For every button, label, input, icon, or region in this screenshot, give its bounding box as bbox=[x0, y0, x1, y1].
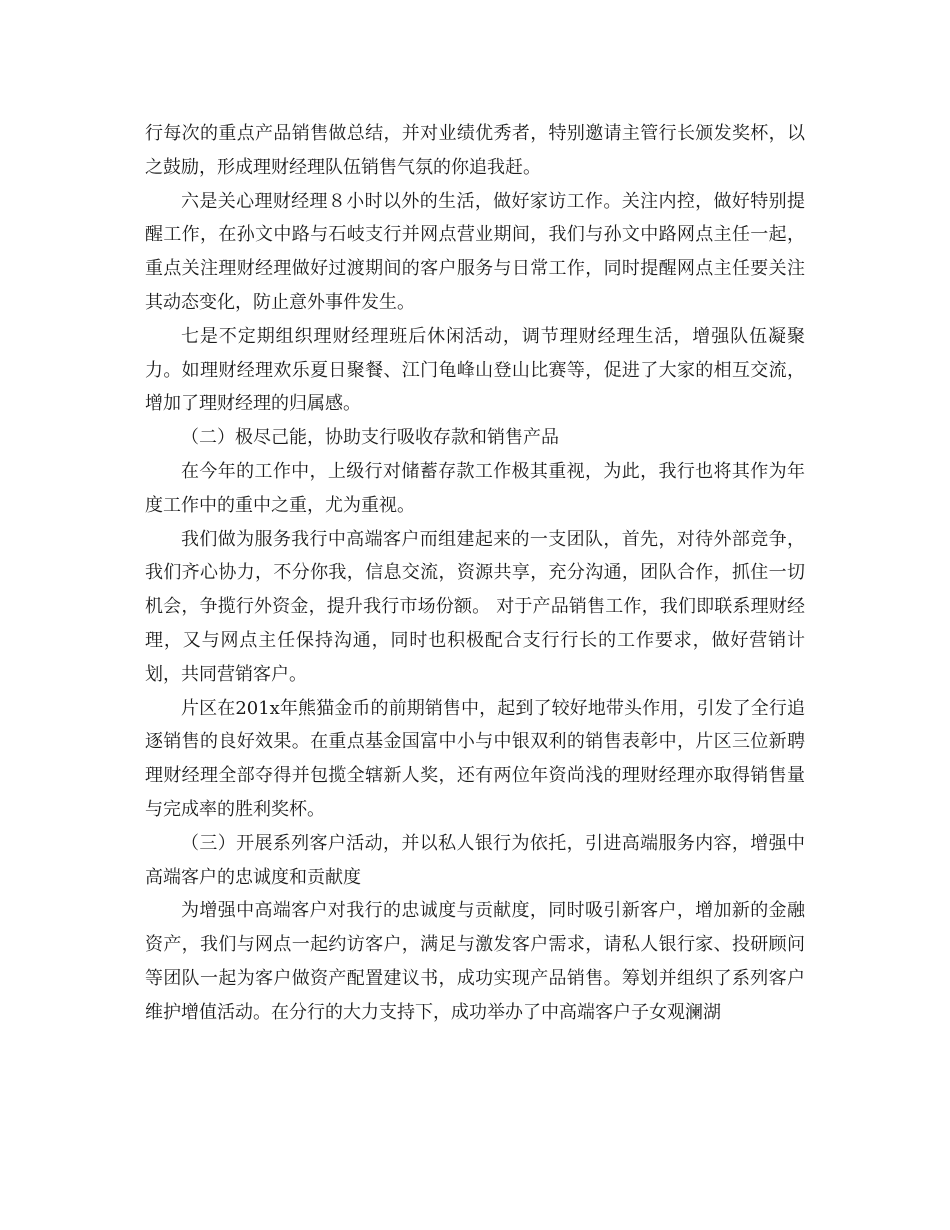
paragraph-deposits: 在今年的工作中，上级行对储蓄存款工作极其重视，为此，我行也将其作为年度工作中的重中之重，尤为重视。 bbox=[145, 460, 805, 516]
paragraph-team: 我们做为服务我行中高端客户而组建起来的一支团队，首先，对待外部竞争，我们齐心协力，不分你我，信息交流，资源共享，充分沟通，团队合作，抓住一切机会，争揽行外资金，提升我行市场份额。 对于产品销售工作，我们即联系理财经理，又与网点主任保持沟通，同时也积极配合支行行长的工作要求，做好营销计划，共同营销客户。 bbox=[145, 528, 805, 685]
paragraph-item-seven: 七是不定期组织理财经理班后休闲活动，调节理财经理生活，增强队伍凝聚力。如理财经理欢乐夏日聚餐、江门龟峰山登山比赛等，促进了大家的相互交流，增加了理财经理的归属感。 bbox=[145, 325, 805, 415]
section-heading-three: （三）开展系列客户活动，并以私人银行为依托，引进高端服务内容，增强中高端客户的忠诚度和贡献度 bbox=[145, 832, 805, 888]
document-body bbox=[145, 117, 805, 1030]
section-heading-two: （二）极尽己能，协助支行吸收存款和销售产品 bbox=[181, 427, 559, 449]
paragraph-item-six: 六是关心理财经理８小时以外的生活，做好家访工作。关注内控，做好特别提醒工作，在孙文中路与石岐支行并网点营业期间，我们与孙文中路网点主任一起，重点关注理财经理做好过渡期间的客户服务与日常工作，同时提醒网点主任要关注其动态变化，防止意外事件发生。 bbox=[145, 190, 805, 313]
paragraph-sales-results: 片区在201x年熊猫金币的前期销售中，起到了较好地带头作用，引发了全行追逐销售的良好效果。在重点基金国富中小与中银双利的销售表彰中，片区三位新聘理财经理全部夺得并包揽全辖新人奖，还有两位年资尚浅的理财经理亦取得销售量与完成率的胜利奖杯。 bbox=[145, 697, 805, 820]
paragraph-client-activities: 为增强中高端客户对我行的忠诚度与贡献度，同时吸引新客户，增加新的金融资产，我们与网点一起约访客户，满足与激发客户需求，请私人银行家、投研顾问等团队一起为客户做资产配置建议书，成功实现产品销售。筹划并组织了系列客户维护增值活动。在分行的大力支持下，成功举办了中高端客户子女观澜湖 bbox=[145, 900, 805, 1023]
paragraph-continuation: 行每次的重点产品销售做总结，并对业绩优秀者，特别邀请主管行长颁发奖杯，以之鼓励，形成理财经理队伍销售气氛的你追我赶。 bbox=[145, 123, 805, 178]
